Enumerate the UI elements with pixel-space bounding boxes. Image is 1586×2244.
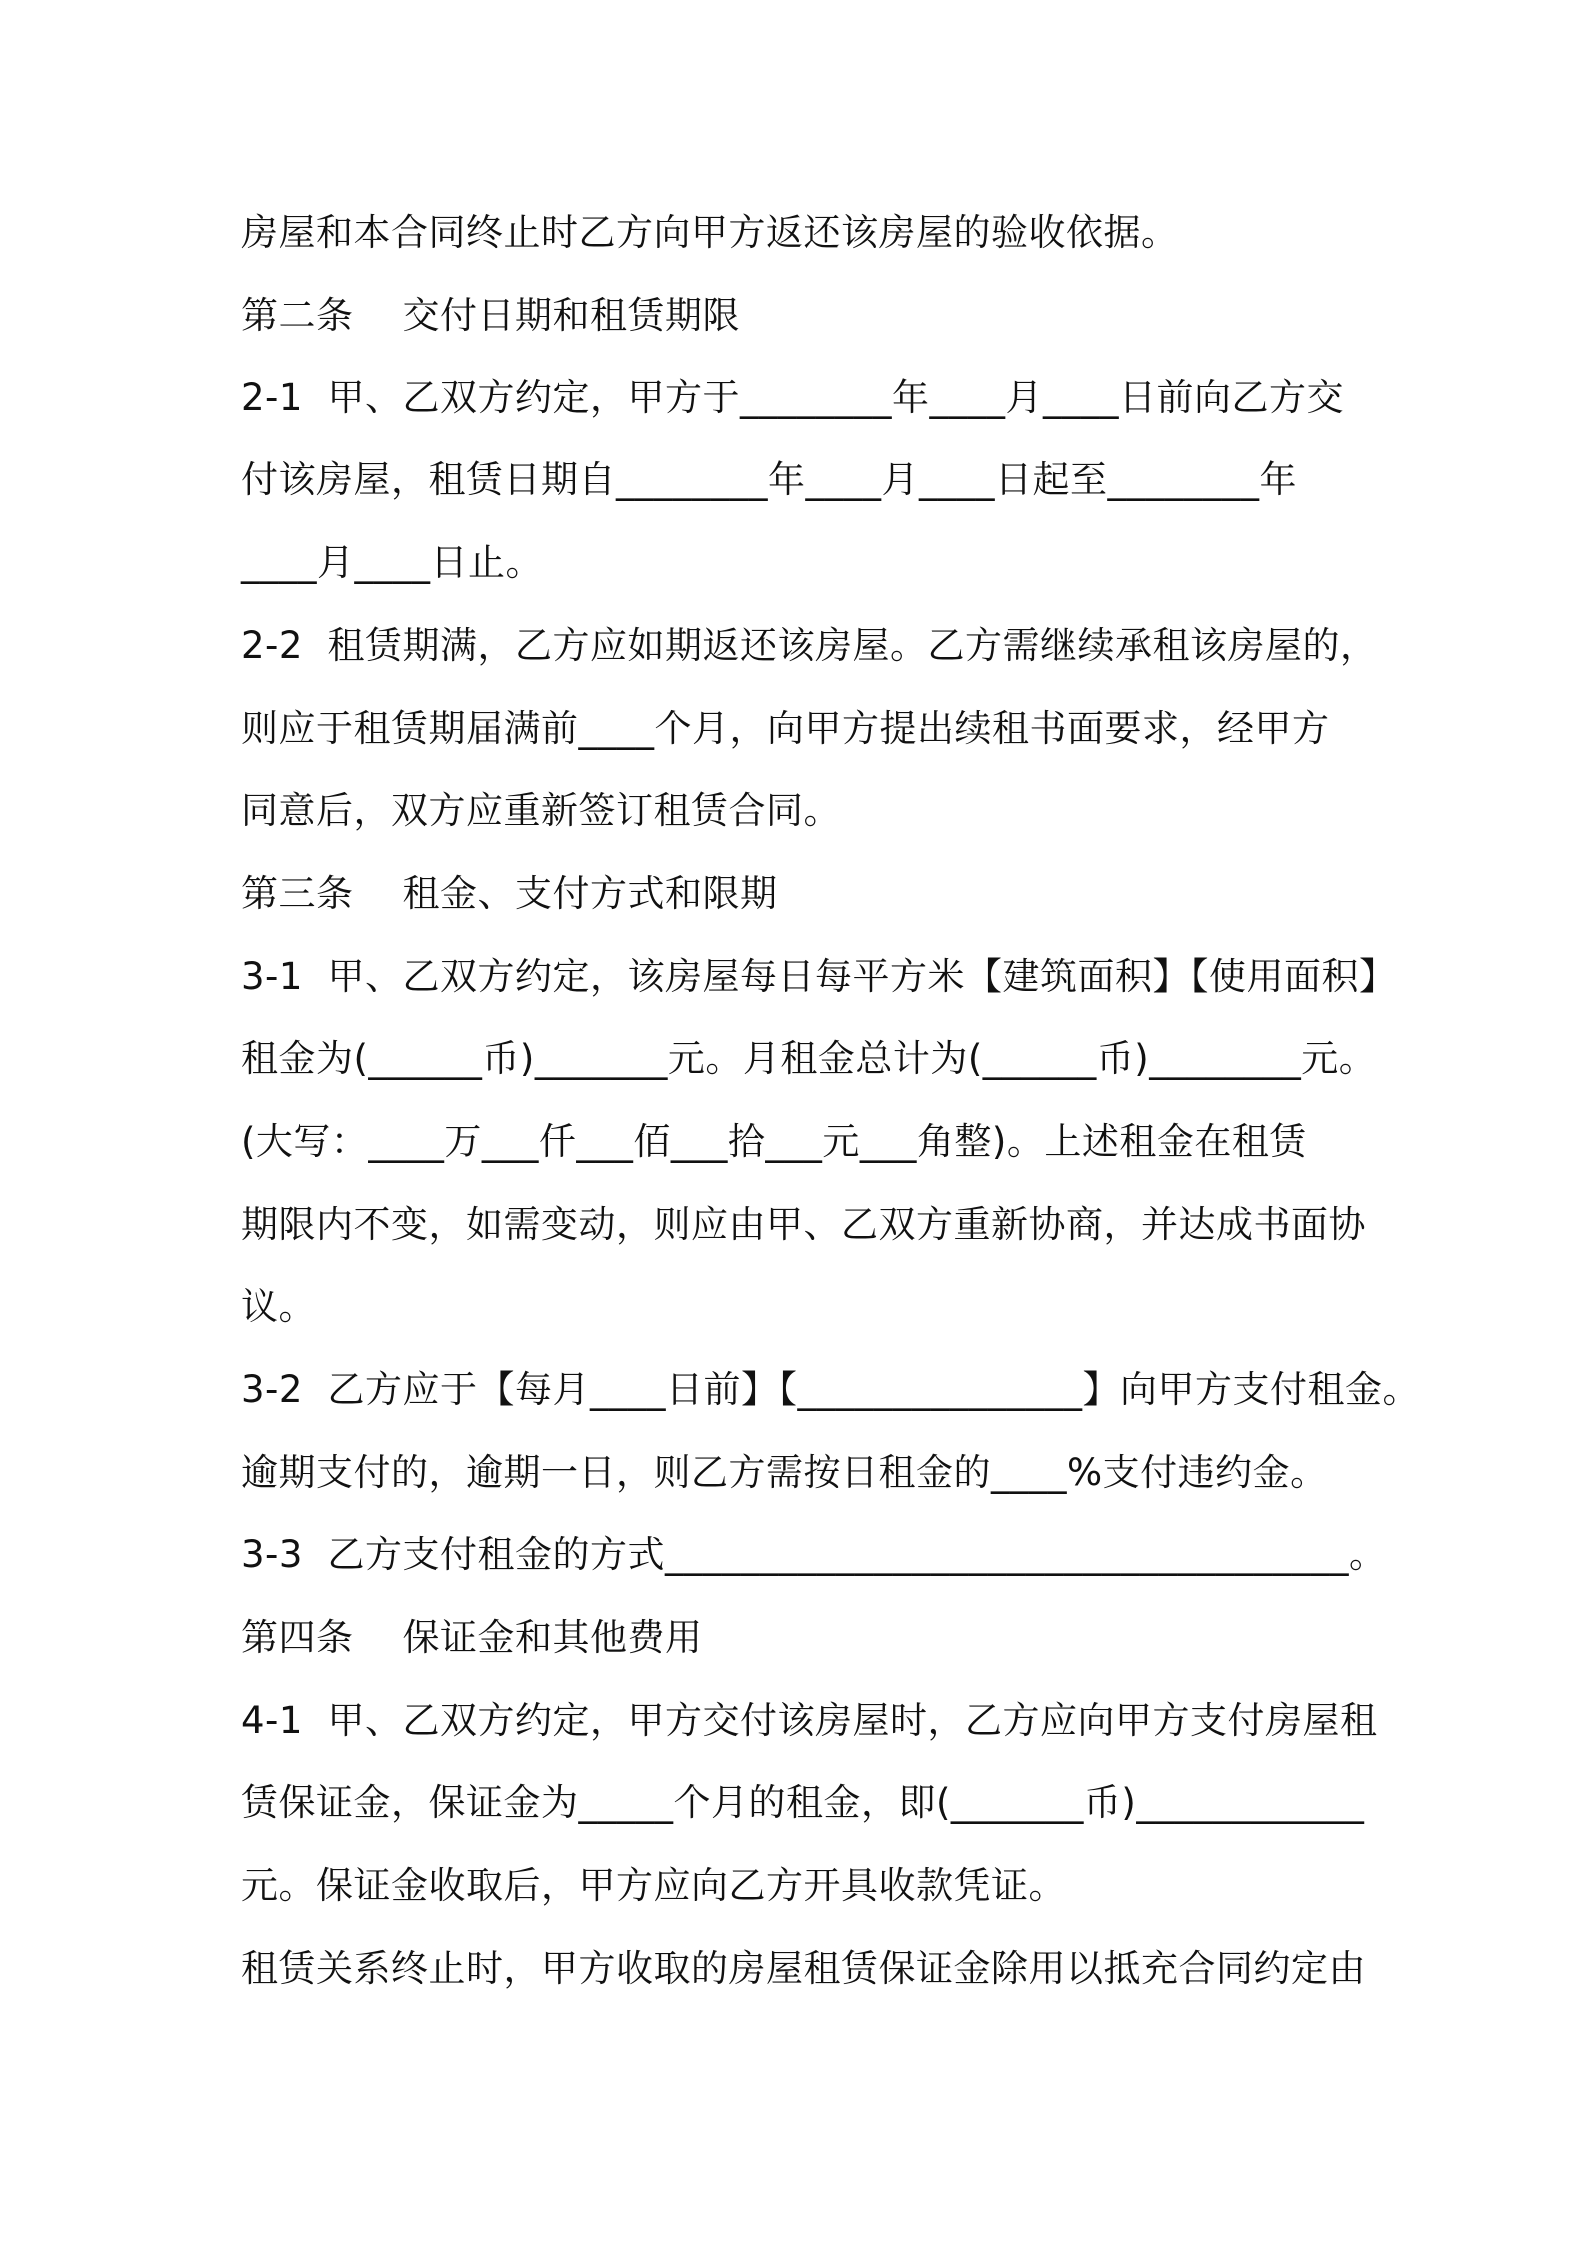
text-line: 元。保证金收取后，甲方应向乙方开具收款凭证。 bbox=[241, 1864, 1066, 1907]
text-line: 4-1 甲、乙双方约定，甲方交付该房屋时，乙方应向甲方支付房屋租 bbox=[241, 1699, 1378, 1742]
text-line: 3-1 甲、乙双方约定，该房屋每日每平方米【建筑面积】【使用面积】 bbox=[241, 955, 1397, 998]
text-line: 议。 bbox=[241, 1285, 316, 1328]
section-heading: 第三条 租金、支付方式和限期 bbox=[241, 872, 778, 915]
text-line: 租金为(______币)_______元。月租金总计为(______币)________元。 bbox=[241, 1037, 1377, 1080]
text-line: 租赁关系终止时，甲方收取的房屋租赁保证金除用以抵充合同约定由 bbox=[241, 1947, 1366, 1990]
text-line: 赁保证金，保证金为_____个月的租金，即(_______币)____________ bbox=[241, 1781, 1365, 1824]
text-line: 则应于租赁期届满前____个月，向甲方提出续租书面要求，经甲方 bbox=[241, 707, 1330, 750]
text-line: (大写：____万___仟___佰___拾___元___角整)。上述租金在租赁 bbox=[241, 1120, 1307, 1163]
text-line: 逾期支付的，逾期一日，则乙方需按日租金的____%支付违约金。 bbox=[241, 1451, 1328, 1494]
text-line: ____月____日止。 bbox=[241, 541, 543, 584]
text-line: 同意后，双方应重新签订租赁合同。 bbox=[241, 789, 841, 832]
text-line: 3-2 乙方应于【每月____日前】【_______________】向甲方支付租金。 bbox=[241, 1368, 1420, 1411]
section-heading: 第四条 保证金和其他费用 bbox=[241, 1616, 703, 1659]
text-line: 房屋和本合同终止时乙方向甲方返还该房屋的验收依据。 bbox=[241, 211, 1179, 254]
text-line: 2-1 甲、乙双方约定，甲方于________年____月____日前向乙方交 bbox=[241, 376, 1344, 419]
text-line: 3-3 乙方支付租金的方式____________________________________。 bbox=[241, 1533, 1387, 1576]
text-line: 付该房屋，租赁日期自________年____月____日起至________年 bbox=[241, 458, 1297, 501]
text-line: 期限内不变，如需变动，则应由甲、乙双方重新协商，并达成书面协 bbox=[241, 1203, 1366, 1246]
text-line: 2-2 租赁期满，乙方应如期返还该房屋。乙方需继续承租该房屋的， bbox=[241, 624, 1378, 667]
section-heading: 第二条 交付日期和租赁期限 bbox=[241, 294, 741, 337]
